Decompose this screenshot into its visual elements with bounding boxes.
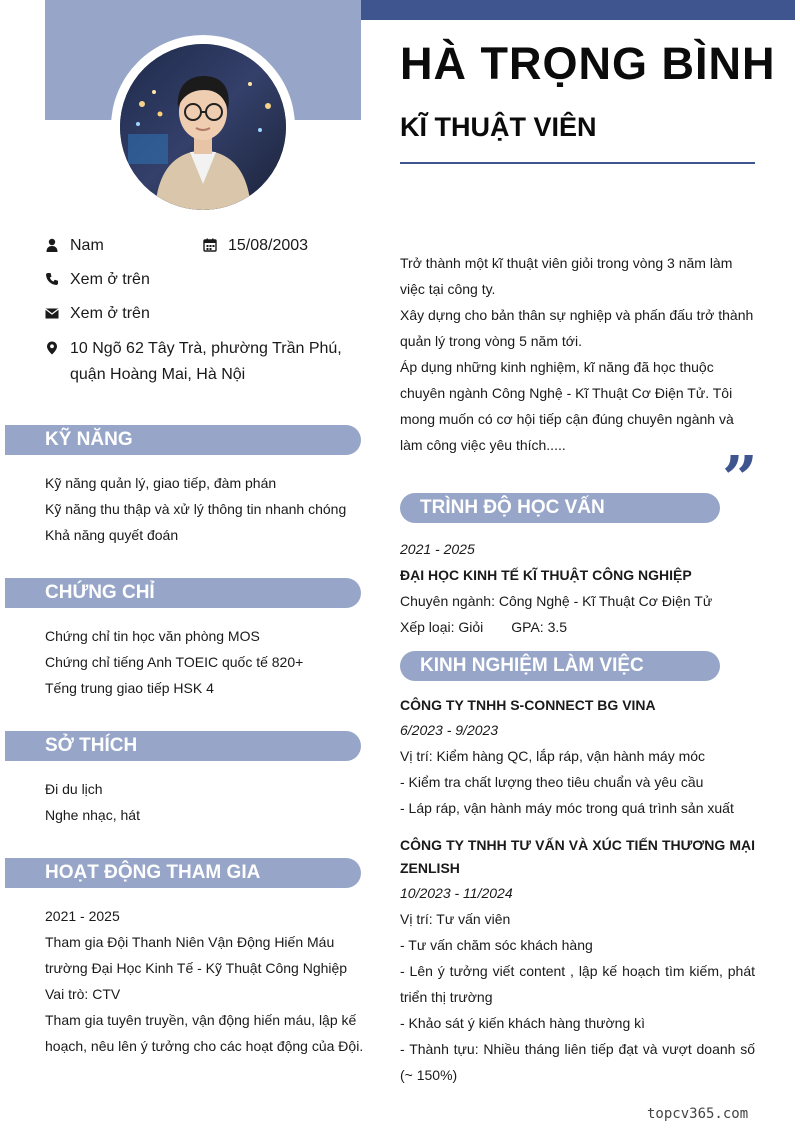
job-line: Vị trí: Kiểm hàng QC, lắp ráp, vận hành máy móc	[400, 748, 706, 764]
hobby-item: Đi du lịch	[45, 781, 103, 797]
job-line: - Thành tựu: Nhiều tháng liên tiếp đạt và vượt doanh số (~ 150%)	[400, 1041, 755, 1083]
phone-icon	[45, 272, 59, 286]
objective-line: mong muốn có cơ hội tiếp cận đúng chuyên ngành và	[400, 411, 734, 427]
education-major: Chuyên ngành: Công Nghệ - Kĩ Thuật Cơ Điện Tử	[400, 593, 713, 609]
education-entry	[400, 536, 755, 640]
certificate-item: Chứng chỉ tin học văn phòng MOS	[45, 628, 260, 644]
envelope-icon	[45, 306, 59, 320]
objective-line: làm công việc yêu thích.....	[400, 437, 566, 453]
skill-item: Kỹ năng quản lý, giao tiếp, đàm phán	[45, 475, 277, 491]
experience-entry	[400, 834, 755, 1088]
job-line: - Khảo sát ý kiến khách hàng thường kì	[400, 1015, 646, 1031]
gender-value: Nam	[70, 237, 104, 254]
objective-line: chuyên ngành Công Nghệ - Kĩ Thuật Cơ Điện Tử. Tôi	[400, 385, 733, 401]
hobbies-list	[45, 776, 140, 828]
hobbies-heading: SỞ THÍCH	[5, 731, 361, 761]
objective-line: Trở thành một kĩ thuật viên giỏi trong vòng 3 năm làm	[400, 255, 733, 271]
objective-line: quản lý trong vòng 5 năm tới.	[400, 333, 582, 349]
phone-row	[45, 267, 345, 293]
candidate-name: HÀ TRỌNG BÌNH	[400, 38, 776, 89]
certificate-item: Chứng chỉ tiếng Anh TOEIC quốc tế 820+	[45, 654, 304, 670]
map-pin-icon	[45, 341, 59, 355]
quote-mark-icon: ”	[722, 448, 758, 488]
activities-heading: HOẠT ĐỘNG THAM GIA	[5, 858, 361, 888]
career-objective	[400, 250, 755, 458]
activities-list	[45, 903, 363, 1059]
skills-list	[45, 470, 346, 548]
experience-heading: KINH NGHIỆM LÀM VIỆC	[400, 651, 720, 681]
job-line: - Kiểm tra chất lượng theo tiêu chuẩn và yêu cầu	[400, 774, 704, 790]
certificates-list	[45, 623, 303, 701]
phone-value: Xem ở trên	[70, 271, 150, 288]
company-name: CÔNG TY TNHH TƯ VẤN VÀ XÚC TIẾN THƯƠNG MẠI ZENLISH	[400, 837, 755, 876]
experience-entry	[400, 694, 755, 821]
person-icon	[45, 238, 59, 252]
activity-period: 2021 - 2025	[45, 908, 120, 924]
job-title: KĨ THUẬT VIÊN	[400, 112, 597, 142]
profile-photo	[120, 44, 286, 210]
activity-line: hoạch, nêu lên ý tưởng cho các hoạt động của Đội.	[45, 1038, 364, 1054]
education-grade-row	[400, 614, 755, 640]
education-gpa: GPA: 3.5	[511, 619, 568, 635]
education-period: 2021 - 2025	[400, 541, 475, 557]
birthday-value: 15/08/2003	[228, 237, 309, 254]
address-row	[45, 336, 361, 388]
birthday-row	[203, 233, 363, 259]
objective-line: việc tại công ty.	[400, 281, 496, 297]
job-period: 6/2023 - 9/2023	[400, 722, 499, 738]
job-line: - Láp ráp, vận hành máy móc trong quá trình sản xuất	[400, 800, 734, 816]
activity-line: Tham gia tuyên truyền, vận động hiến máu, lập kế	[45, 1012, 357, 1028]
objective-line: Xây dựng cho bản thân sự nghiệp và phấn đấu trở thành	[400, 307, 754, 323]
header-accent-strip	[361, 0, 795, 20]
address-line-2: quận Hoàng Mai, Hà Nội	[70, 366, 246, 383]
job-line: - Tư vấn chăm sóc khách hàng	[400, 937, 593, 953]
company-name: CÔNG TY TNHH S-CONNECT BG VINA	[400, 697, 656, 713]
address-line-1: 10 Ngõ 62 Tây Trà, phường Trần Phú,	[70, 340, 342, 357]
school-name: ĐẠI HỌC KINH TẾ KĨ THUẬT CÔNG NGHIỆP	[400, 567, 692, 583]
job-line: Vị trí: Tư vấn viên	[400, 911, 511, 927]
calendar-icon	[203, 238, 217, 252]
job-line: - Lên ý tưởng viết content , lập kế hoạch tìm kiếm, phát triển thị trường	[400, 963, 755, 1005]
activity-line: trường Đại Học Kinh Tế - Kỹ Thuật Công Nghiệp	[45, 960, 348, 976]
skill-item: Khả năng quyết đoán	[45, 527, 179, 543]
education-heading: TRÌNH ĐỘ HỌC VẤN	[400, 493, 720, 523]
certificate-item: Tếng trung giao tiếp HSK 4	[45, 680, 214, 696]
profile-photo-illustration	[120, 44, 286, 210]
education-rank: Xếp loại: Giỏi	[400, 619, 484, 635]
activity-role: Vai trò: CTV	[45, 986, 121, 1002]
header-divider	[400, 162, 755, 164]
certificates-heading: CHỨNG CHỈ	[5, 578, 361, 608]
skill-item: Kỹ năng thu thập và xử lý thông tin nhanh chóng	[45, 501, 347, 517]
gender-row	[45, 233, 195, 259]
activity-line: Tham gia Đội Thanh Niên Vận Động Hiến Máu	[45, 934, 335, 950]
objective-line: Áp dụng những kinh nghiệm, kĩ năng đã học thuộc	[400, 359, 714, 375]
watermark: topcv365.com	[647, 1106, 749, 1122]
skills-heading: KỸ NĂNG	[5, 425, 361, 455]
hobby-item: Nghe nhạc, hát	[45, 807, 140, 823]
job-period: 10/2023 - 11/2024	[400, 885, 513, 901]
email-value: Xem ở trên	[70, 305, 150, 322]
email-row	[45, 301, 345, 327]
